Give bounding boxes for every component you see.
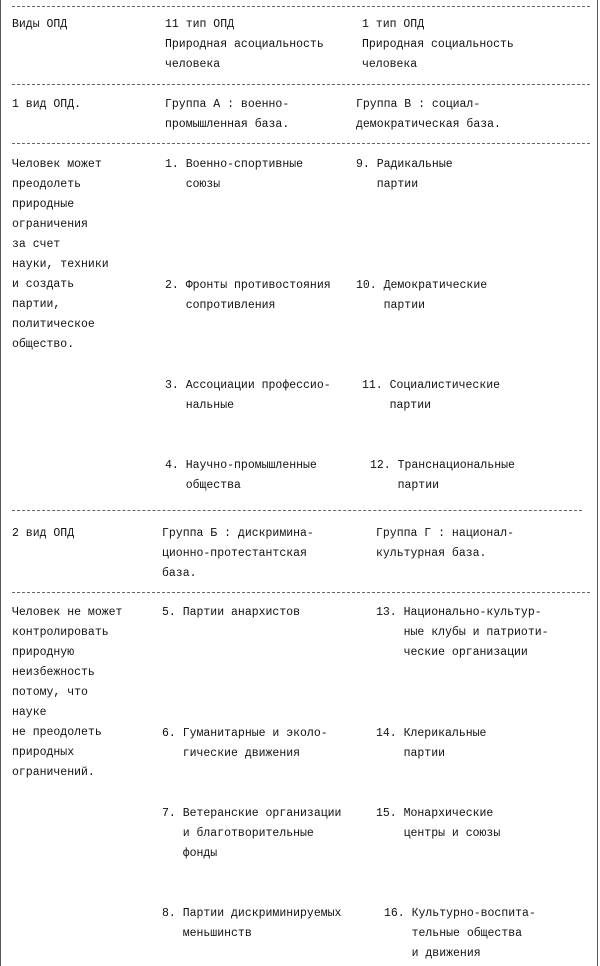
section1-group-b: Группа В : социал- [356,98,481,111]
description-line: природные [12,198,75,211]
list-item: 11. Социалистические [362,379,501,392]
description-line: преодолеть [12,178,82,191]
description-line: политическое [12,318,95,331]
description-line: науке [12,706,47,719]
description-line: неизбежность [12,666,95,679]
list-item: 12. Транснациональные [370,459,515,472]
list-item: гические движения [162,747,301,760]
list-item: и благотворительные [162,827,314,840]
section2-group-g: культурная база. [376,547,487,560]
section1-group-a: промышленная база. [165,118,290,131]
list-item: ческие организации [376,646,528,659]
list-item: партии [370,479,440,492]
header-col2-line: 11 тип ОПД [165,18,235,31]
section2-kind: 2 вид ОПД [12,527,75,540]
list-item: 4. Научно-промышленные [165,459,317,472]
list-item: сопротивления [165,299,276,312]
rule-section1 [12,143,590,144]
header-col3-line: Природная социальность [362,38,514,51]
header-col1-line: Виды ОПД [12,18,68,31]
list-item: центры и союзы [376,827,501,840]
list-item: ные клубы и патриоти- [376,626,549,639]
list-item: 1. Военно-спортивные [165,158,304,171]
description-line: Человек может [12,158,102,171]
list-item: союзы [165,178,221,191]
header-col3-line: человека [362,58,418,71]
list-item: общества [165,479,241,492]
list-item: и движения [384,947,481,960]
section1-kind: 1 вид ОПД. [12,98,82,111]
rule-top [12,6,590,7]
list-item: 10. Демократические [356,279,488,292]
description-line: ограничения [12,218,88,231]
description-line: контролировать [12,626,109,639]
description-line: природных [12,746,75,759]
list-item: партии [362,399,432,412]
section2-group-b: база. [162,567,197,580]
description-line: Человек не может [12,606,123,619]
list-item: 5. Партии анархистов [162,606,301,619]
description-line: и создать [12,278,75,291]
description-line: науки, техники [12,258,109,271]
description-line: природную [12,646,75,659]
rule-section2 [12,592,590,593]
list-item: партии [376,747,446,760]
section1-group-b: демократическая база. [356,118,501,131]
section1-group-a: Группа А : военно- [165,98,290,111]
list-item: 9. Радикальные [356,158,453,171]
list-item: меньшинств [162,927,252,940]
list-item: 3. Ассоциации профессио- [165,379,331,392]
description-line: общество. [12,338,75,351]
description-line: не преодолеть [12,726,102,739]
header-col3-line: 1 тип ОПД [362,18,425,31]
section2-group-b: Группа Б : дискримина- [162,527,314,540]
section2-group-g: Группа Г : национал- [376,527,515,540]
list-item: 2. Фронты противостояния [165,279,331,292]
list-item: фонды [162,847,218,860]
header-col2-line: человека [165,58,221,71]
list-item: 8. Партии дискриминируемых [162,907,342,920]
description-line: за счет [12,238,61,251]
description-line: ограничений. [12,766,95,779]
rule-after-header [12,84,590,85]
list-item: 13. Национально-культур- [376,606,542,619]
list-item: партии [356,299,426,312]
description-line: потому, что [12,686,88,699]
list-item: партии [356,178,419,191]
list-item: 14. Клерикальные [376,727,487,740]
list-item: 6. Гуманитарные и эколо- [162,727,328,740]
section2-group-b: ционно-протестантская [162,547,307,560]
list-item: 15. Монархические [376,807,494,820]
list-item: нальные [165,399,235,412]
description-line: партии, [12,298,61,311]
rule-between-sections [12,510,582,511]
header-col2-line: Природная асоциальность [165,38,324,51]
list-item: 7. Ветеранские организации [162,807,342,820]
list-item: тельные общества [384,927,523,940]
list-item: 16. Культурно-воспита- [384,907,536,920]
